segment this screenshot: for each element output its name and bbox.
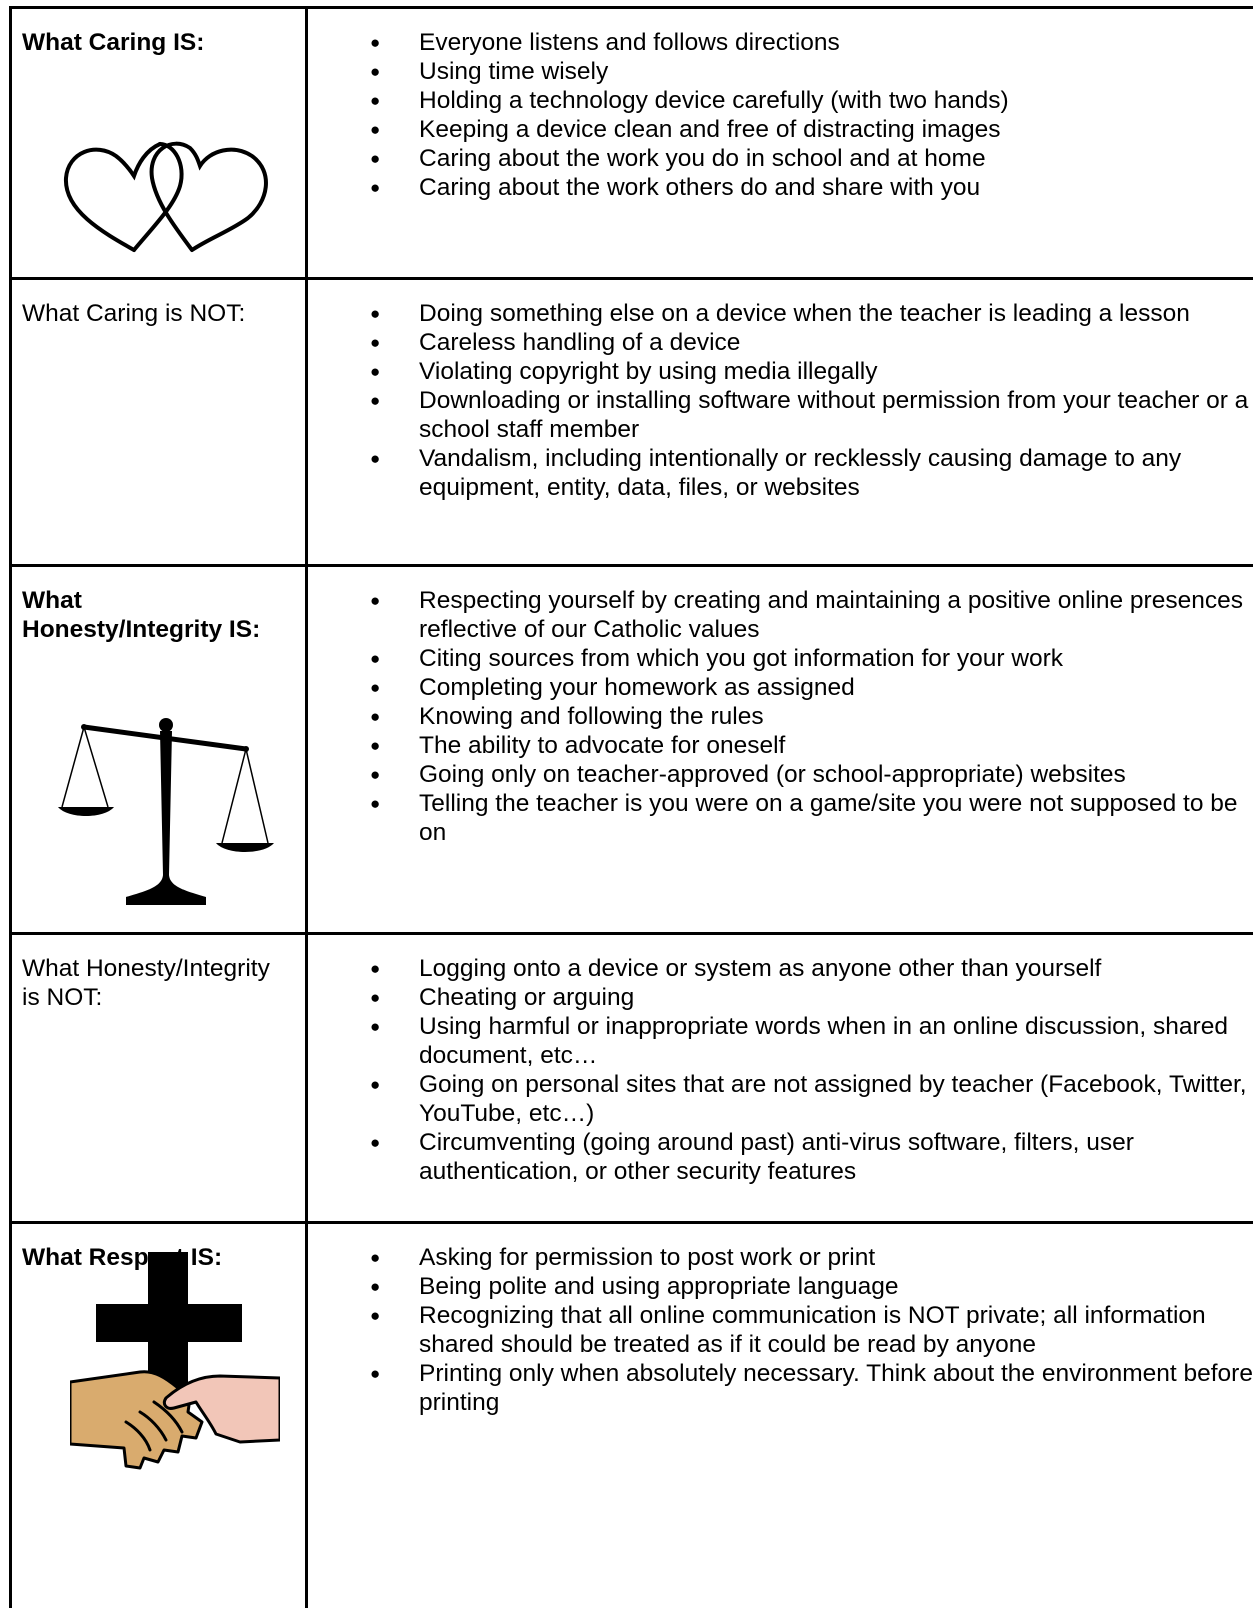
bullet-icon: ● xyxy=(370,120,381,139)
list-item: ● Being polite and using appropriate language xyxy=(370,1273,899,1300)
bullet-icon: ● xyxy=(370,391,381,410)
bullet-icon: ● xyxy=(370,794,381,813)
list-item: ● Going on personal sites that are not assigned by teacher (Facebook, Twitter, YouTube, etc…) xyxy=(370,1071,1247,1127)
row-label: What Honesty/Integrity is NOT: xyxy=(22,955,270,1011)
list-item: ● Going only on teacher-approved (or school-appropriate) websites xyxy=(370,761,1126,788)
list-item: ● Completing your homework as assigned xyxy=(370,674,855,701)
bullet-icon: ● xyxy=(370,649,381,668)
row-label: What Honesty/Integrity IS: xyxy=(22,587,261,643)
row-caring-is-not xyxy=(9,277,1253,564)
row-label: What Caring is NOT: xyxy=(22,300,246,327)
list-item: ● Respecting yourself by creating and maintaining a positive online presences reflective of our Catholic values xyxy=(370,587,1243,643)
bullet-icon: ● xyxy=(370,707,381,726)
bullet-icon: ● xyxy=(370,1277,381,1296)
bullet-icon: ● xyxy=(370,591,381,610)
list-item: ● Using harmful or inappropriate words when in an online discussion, shared document, etc… xyxy=(370,1013,1228,1069)
bullet-icon: ● xyxy=(370,178,381,197)
cross-handshake-icon xyxy=(70,1252,280,1492)
list-item: ● The ability to advocate for oneself xyxy=(370,732,786,759)
bullet-icon: ● xyxy=(370,362,381,381)
content-cell xyxy=(311,935,1253,1221)
label-cell xyxy=(12,1224,308,1608)
bullet-icon: ● xyxy=(370,1133,381,1152)
bullet-icon: ● xyxy=(370,449,381,468)
honesty-is-list xyxy=(311,586,1253,847)
row-label: What Respect IS: xyxy=(22,1244,223,1271)
bullet-icon: ● xyxy=(370,149,381,168)
bullet-icon: ● xyxy=(370,1364,381,1383)
bullet-icon: ● xyxy=(370,1306,381,1325)
bullet-icon: ● xyxy=(370,988,381,1007)
list-item: ● Holding a technology device carefully (with two hands) xyxy=(370,87,1009,114)
bullet-icon: ● xyxy=(370,304,381,323)
list-item: ● Using time wisely xyxy=(370,58,609,85)
bullet-icon: ● xyxy=(370,1017,381,1036)
list-item: ● Caring about the work others do and share with you xyxy=(370,174,981,201)
row-honesty-is-not xyxy=(9,932,1253,1221)
row-respect-is xyxy=(9,1221,1253,1608)
list-item: ● Telling the teacher is you were on a game/site you were not supposed to be on xyxy=(370,790,1238,846)
list-item: ● Downloading or installing software without permission from your teacher or a school staff member xyxy=(370,387,1249,443)
respect-is-list xyxy=(311,1243,1253,1417)
list-item: ● Vandalism, including intentionally or recklessly causing damage to any equipment, entity, data, files, or websites xyxy=(370,445,1182,501)
list-item: ● Printing only when absolutely necessary. Think about the environment before printing xyxy=(370,1360,1253,1416)
list-item: ● Knowing and following the rules xyxy=(370,703,764,730)
list-item: ● Asking for permission to post work or print xyxy=(370,1244,876,1271)
row-label: What Caring IS: xyxy=(22,29,205,56)
bullet-icon: ● xyxy=(370,736,381,755)
scales-icon xyxy=(56,715,276,915)
list-item: ● Doing something else on a device when the teacher is leading a lesson xyxy=(370,300,1190,327)
bullet-icon: ● xyxy=(370,678,381,697)
hearts-icon xyxy=(62,114,277,254)
content-cell xyxy=(311,9,1253,277)
content-cell xyxy=(311,1224,1253,1608)
row-caring-is xyxy=(9,6,1253,277)
label-cell xyxy=(12,567,308,932)
bullet-icon: ● xyxy=(370,62,381,81)
list-item: ● Logging onto a device or system as anyone other than yourself xyxy=(370,955,1102,982)
list-item: ● Violating copyright by using media illegally xyxy=(370,358,878,385)
list-item: ● Caring about the work you do in school and at home xyxy=(370,145,986,172)
content-cell xyxy=(311,280,1253,564)
bullet-icon: ● xyxy=(370,333,381,352)
caring-is-not-list xyxy=(311,299,1253,502)
list-item: ● Citing sources from which you got information for your work xyxy=(370,645,1064,672)
bullet-icon: ● xyxy=(370,765,381,784)
list-item: ● Careless handling of a device xyxy=(370,329,741,356)
content-cell xyxy=(311,567,1253,932)
list-item: ● Everyone listens and follows directions xyxy=(370,29,840,56)
label-cell xyxy=(12,935,308,1221)
bullet-icon: ● xyxy=(370,33,381,52)
list-item: ● Recognizing that all online communication is NOT private; all information shared should be treated as if it could be read by anyone xyxy=(370,1302,1206,1358)
values-table xyxy=(9,6,1253,1608)
label-cell xyxy=(12,9,308,277)
row-honesty-is xyxy=(9,564,1253,932)
bullet-icon: ● xyxy=(370,1075,381,1094)
bullet-icon: ● xyxy=(370,959,381,978)
list-item: ● Cheating or arguing xyxy=(370,984,635,1011)
honesty-is-not-list xyxy=(311,954,1253,1186)
label-cell xyxy=(12,280,308,564)
caring-is-list xyxy=(311,28,1253,202)
list-item: ● Circumventing (going around past) anti-virus software, filters, user authentication, or other security features xyxy=(370,1129,1134,1185)
list-item: ● Keeping a device clean and free of distracting images xyxy=(370,116,1001,143)
bullet-icon: ● xyxy=(370,1248,381,1267)
bullet-icon: ● xyxy=(370,91,381,110)
